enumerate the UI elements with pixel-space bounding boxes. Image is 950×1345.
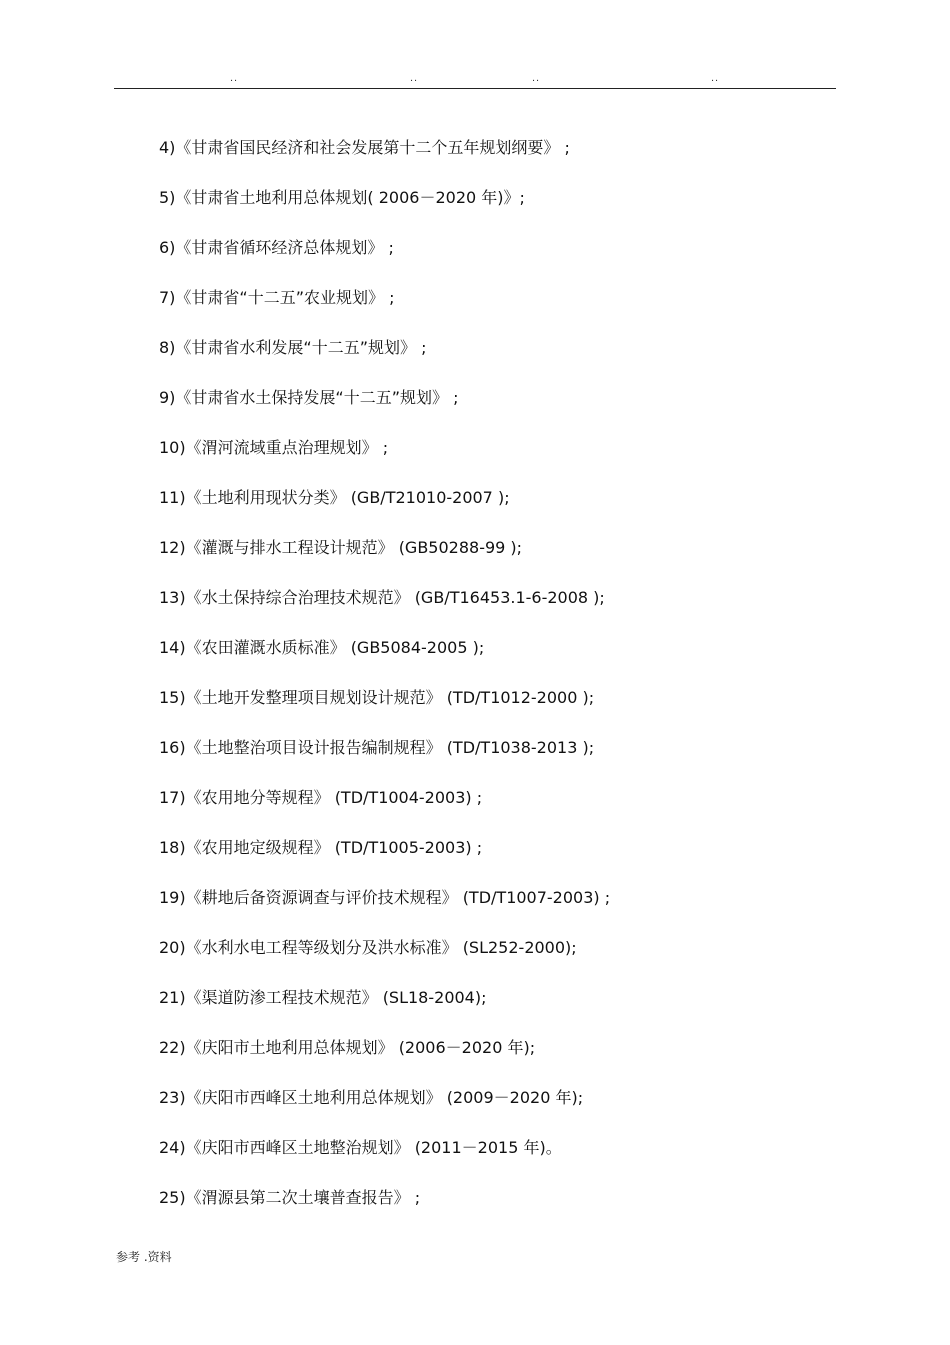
header-dot-4: .. <box>711 72 720 84</box>
reference-item: 13)《水土保持综合治理技术规范》 (GB/T16453.1-6-2008 ); <box>159 588 605 607</box>
page-header-dots <box>0 72 950 86</box>
reference-item: 25)《渭源县第二次土壤普查报告》 ; <box>159 1188 421 1207</box>
header-dot-2: .. <box>410 72 419 84</box>
header-rule <box>114 88 836 89</box>
header-dot-3: .. <box>532 72 541 84</box>
reference-item: 20)《水利水电工程等级划分及洪水标准》 (SL252-2000); <box>159 938 577 957</box>
reference-item: 24)《庆阳市西峰区土地整治规划》 (2011－2015 年)。 <box>159 1138 562 1157</box>
reference-item: 14)《农田灌溉水质标准》 (GB5084-2005 ); <box>159 638 485 657</box>
reference-item: 5)《甘肃省土地利用总体规划( 2006－2020 年)》; <box>159 188 525 207</box>
reference-item: 15)《土地开发整理项目规划设计规范》 (TD/T1012-2000 ); <box>159 688 595 707</box>
reference-item: 16)《土地整治项目设计报告编制规程》 (TD/T1038-2013 ); <box>159 738 595 757</box>
reference-item: 10)《渭河流域重点治理规划》 ; <box>159 438 389 457</box>
reference-item: 17)《农用地分等规程》 (TD/T1004-2003) ; <box>159 788 483 807</box>
reference-item: 6)《甘肃省循环经济总体规划》 ; <box>159 238 394 257</box>
reference-item: 11)《土地利用现状分类》 (GB/T21010-2007 ); <box>159 488 510 507</box>
reference-item: 8)《甘肃省水利发展“十二五”规划》 ; <box>159 338 427 357</box>
reference-list <box>159 136 610 1236</box>
reference-item: 22)《庆阳市土地利用总体规划》 (2006－2020 年); <box>159 1038 536 1057</box>
reference-item: 23)《庆阳市西峰区土地利用总体规划》 (2009－2020 年); <box>159 1088 584 1107</box>
reference-item: 9)《甘肃省水土保持发展“十二五”规划》 ; <box>159 388 459 407</box>
reference-item: 19)《耕地后备资源调查与评价技术规程》 (TD/T1007-2003) ; <box>159 888 611 907</box>
footer-note: 参考 .资料 <box>116 1250 172 1264</box>
reference-item: 4)《甘肃省国民经济和社会发展第十二个五年规划纲要》 ; <box>159 138 570 157</box>
reference-item: 21)《渠道防渗工程技术规范》 (SL18-2004); <box>159 988 487 1007</box>
reference-item: 18)《农用地定级规程》 (TD/T1005-2003) ; <box>159 838 483 857</box>
reference-item: 7)《甘肃省“十二五”农业规划》 ; <box>159 288 395 307</box>
reference-item: 12)《灌溉与排水工程设计规范》 (GB50288-99 ); <box>159 538 523 557</box>
header-dot-1: .. <box>230 72 239 84</box>
